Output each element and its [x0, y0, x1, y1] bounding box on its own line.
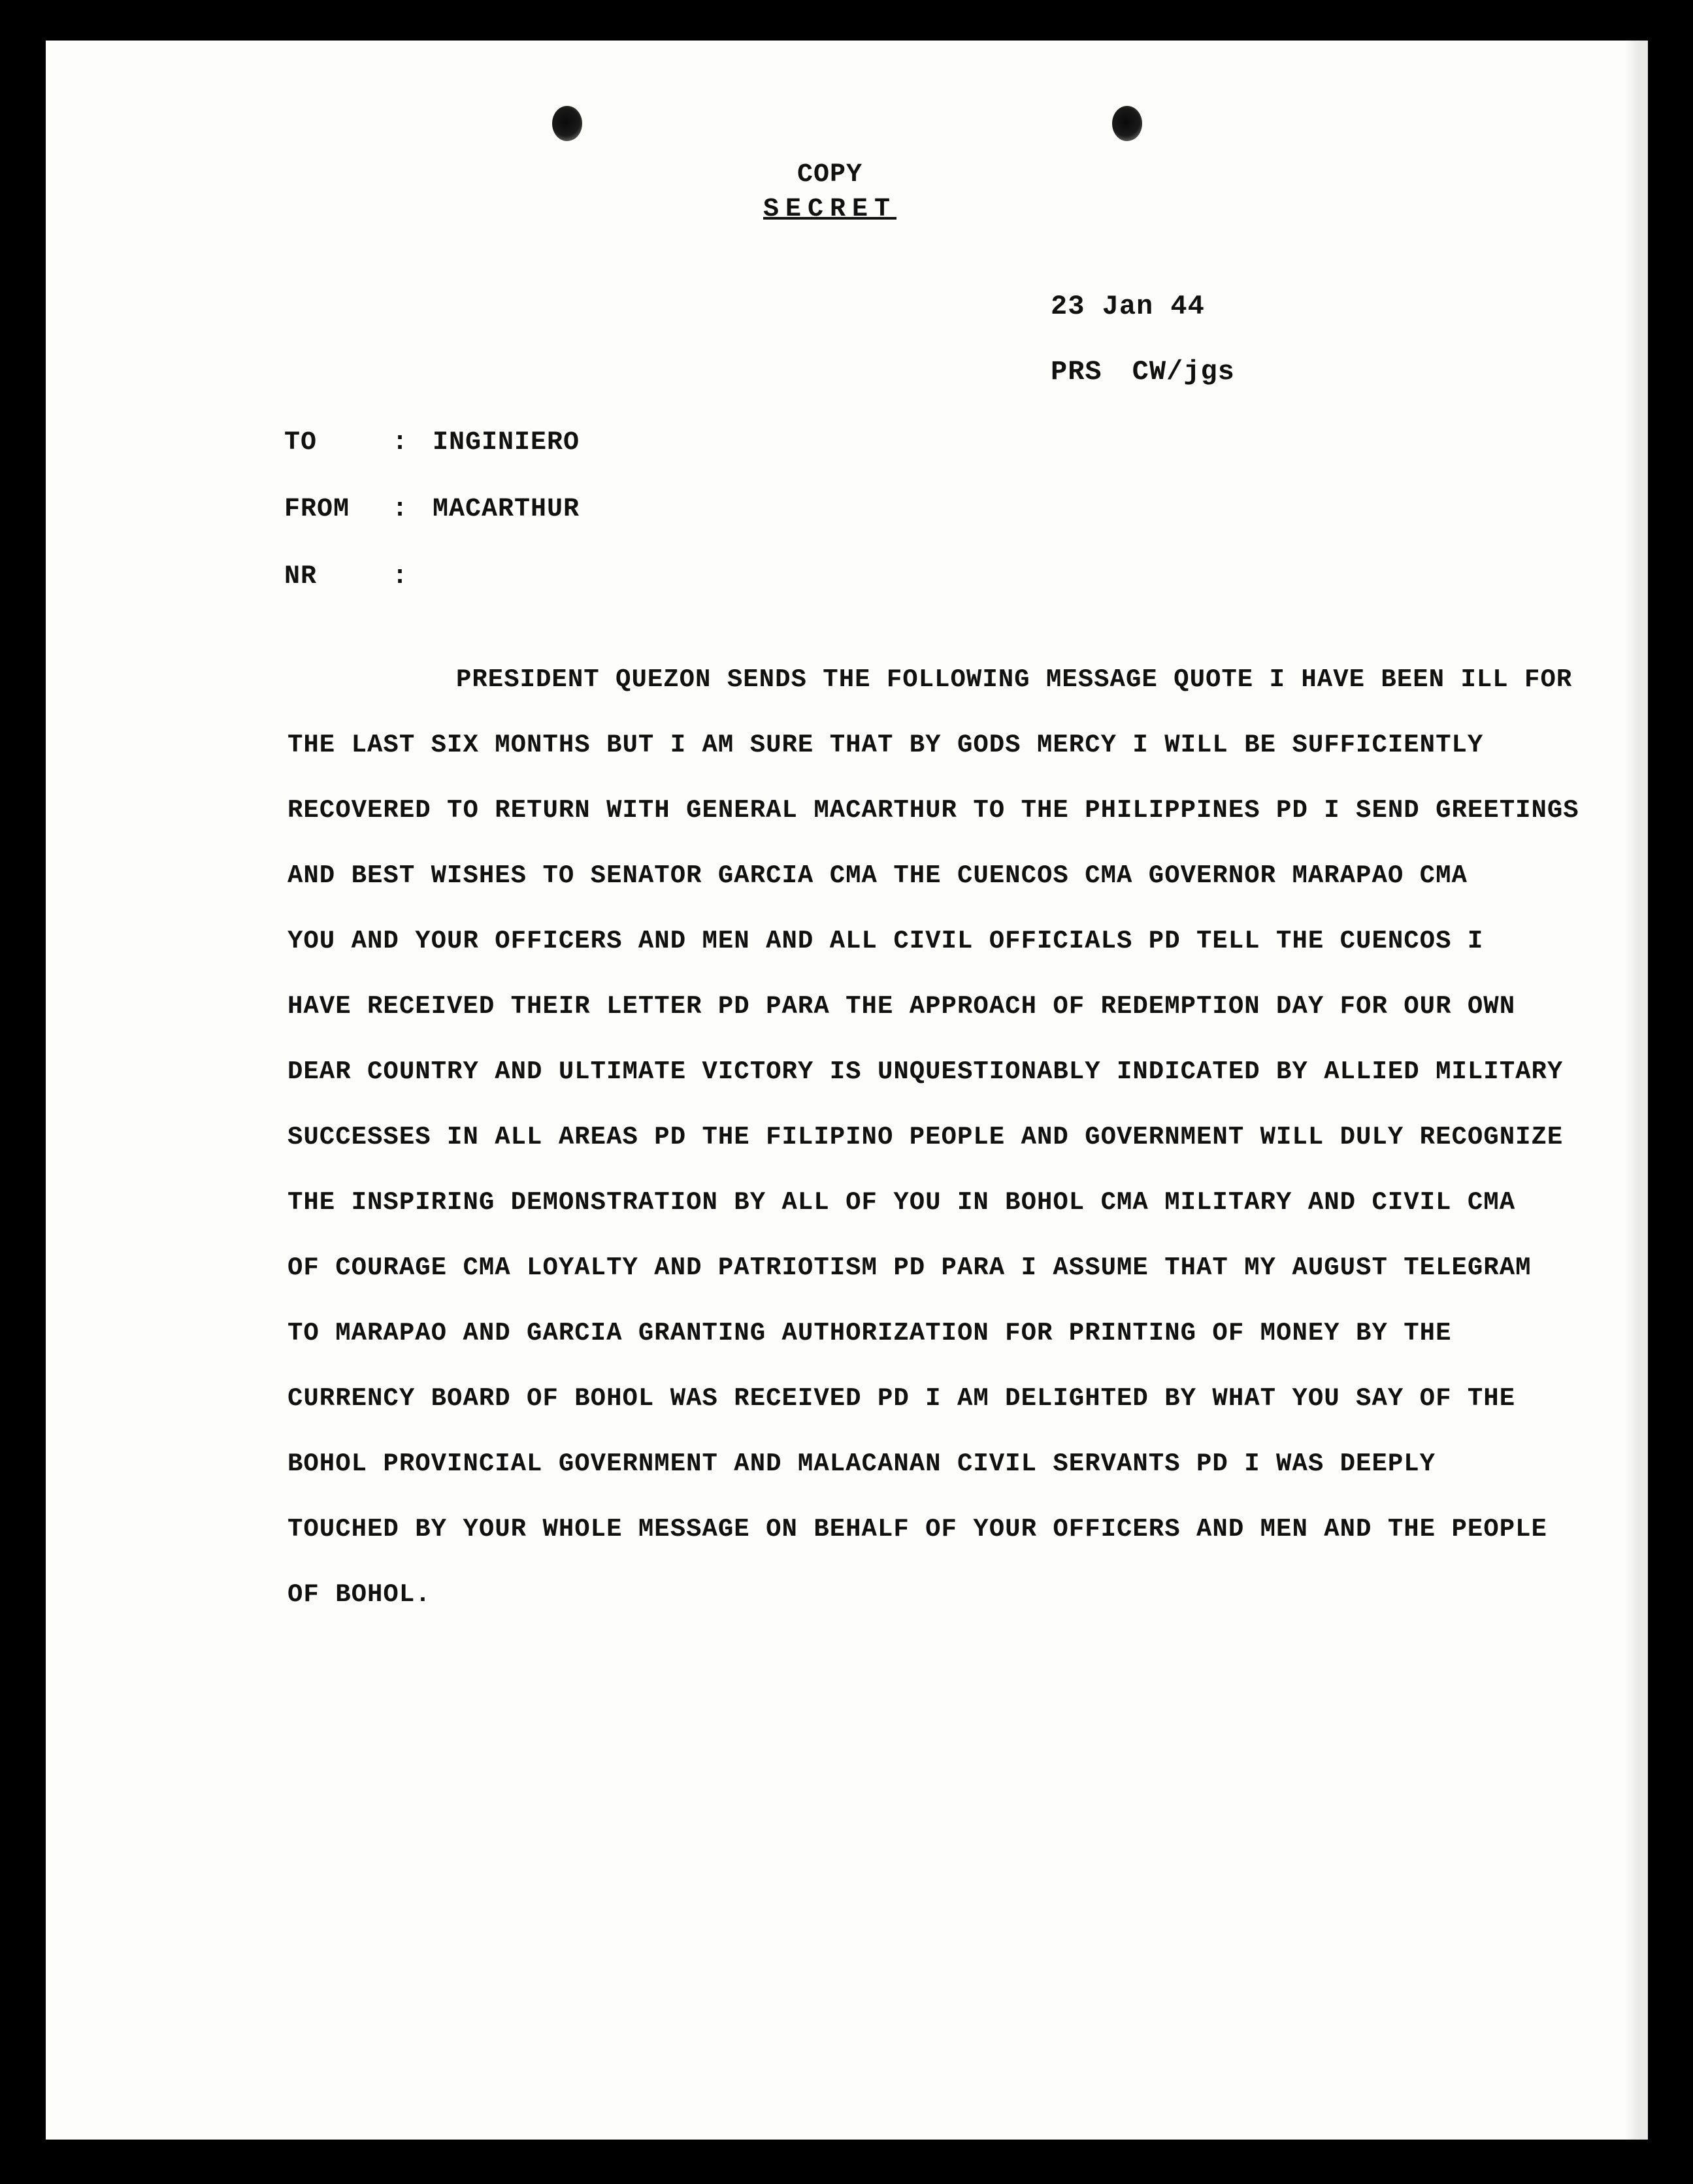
header-from-row: [284, 495, 1068, 534]
message-line: CURRENCY BOARD OF BOHOL WAS RECEIVED PD I AM DELIGHTED BY WHAT YOU SAY OF THE: [288, 1384, 1516, 1413]
to-separator: :: [392, 428, 409, 457]
message-line: OF COURAGE CMA LOYALTY AND PATRIOTISM PD PARA I ASSUME THAT MY AUGUST TELEGRAM: [288, 1253, 1532, 1282]
message-line: TO MARAPAO AND GARCIA GRANTING AUTHORIZATION FOR PRINTING OF MONEY BY THE: [288, 1319, 1452, 1348]
reference-initials: CW/jgs: [1132, 356, 1235, 388]
message-line: PRESIDENT QUEZON SENDS THE FOLLOWING MESSAGE QUOTE I HAVE BEEN ILL FOR: [456, 665, 1573, 694]
from-value: MACARTHUR: [433, 495, 580, 524]
message-line: TOUCHED BY YOUR WHOLE MESSAGE ON BEHALF OF YOUR OFFICERS AND MEN AND THE PEOPLE: [288, 1515, 1547, 1544]
message-body: [288, 647, 1614, 1627]
from-label: FROM: [284, 495, 350, 524]
message-line: BOHOL PROVINCIAL GOVERNMENT AND MALACANAN CIVIL SERVANTS PD I WAS DEEPLY: [288, 1449, 1436, 1478]
document-date: 23 Jan 44: [1051, 291, 1205, 322]
message-line: OF BOHOL.: [288, 1580, 431, 1609]
reference-line: [1051, 356, 1235, 388]
reference-code: PRS: [1051, 356, 1102, 388]
message-line: DEAR COUNTRY AND ULTIMATE VICTORY IS UNQUESTIONABLY INDICATED BY ALLIED MILITARY: [288, 1057, 1564, 1086]
page-edge-shadow: [1624, 41, 1639, 2140]
message-line: RECOVERED TO RETURN WITH GENERAL MACARTHUR TO THE PHILIPPINES PD I SEND GREETINGS: [288, 796, 1579, 825]
to-value: INGINIERO: [433, 428, 580, 457]
nr-separator: :: [392, 562, 409, 591]
message-line: THE INSPIRING DEMONSTRATION BY ALL OF YOU IN BOHOL CMA MILITARY AND CIVIL CMA: [288, 1188, 1516, 1217]
message-line: SUCCESSES IN ALL AREAS PD THE FILIPINO PEOPLE AND GOVERNMENT WILL DULY RECOGNIZE: [288, 1123, 1564, 1151]
copy-label: COPY: [797, 160, 863, 190]
from-separator: :: [392, 495, 409, 524]
classification-label: SECRET: [763, 195, 897, 224]
header-nr-row: [284, 562, 1068, 601]
message-line: THE LAST SIX MONTHS BUT I AM SURE THAT BY GODS MERCY I WILL BE SUFFICIENTLY: [288, 731, 1484, 759]
message-line: YOU AND YOUR OFFICERS AND MEN AND ALL CIVIL OFFICIALS PD TELL THE CUENCOS I: [288, 927, 1484, 955]
punch-hole-left: [552, 106, 582, 141]
message-line: AND BEST WISHES TO SENATOR GARCIA CMA THE CUENCOS CMA GOVERNOR MARAPAO CMA: [288, 861, 1468, 890]
header-to-row: [284, 428, 1068, 467]
punch-hole-right: [1112, 106, 1142, 141]
nr-label: NR: [284, 562, 318, 591]
to-label: TO: [284, 428, 318, 457]
message-line: HAVE RECEIVED THEIR LETTER PD PARA THE APPROACH OF REDEMPTION DAY FOR OUR OWN: [288, 992, 1516, 1021]
